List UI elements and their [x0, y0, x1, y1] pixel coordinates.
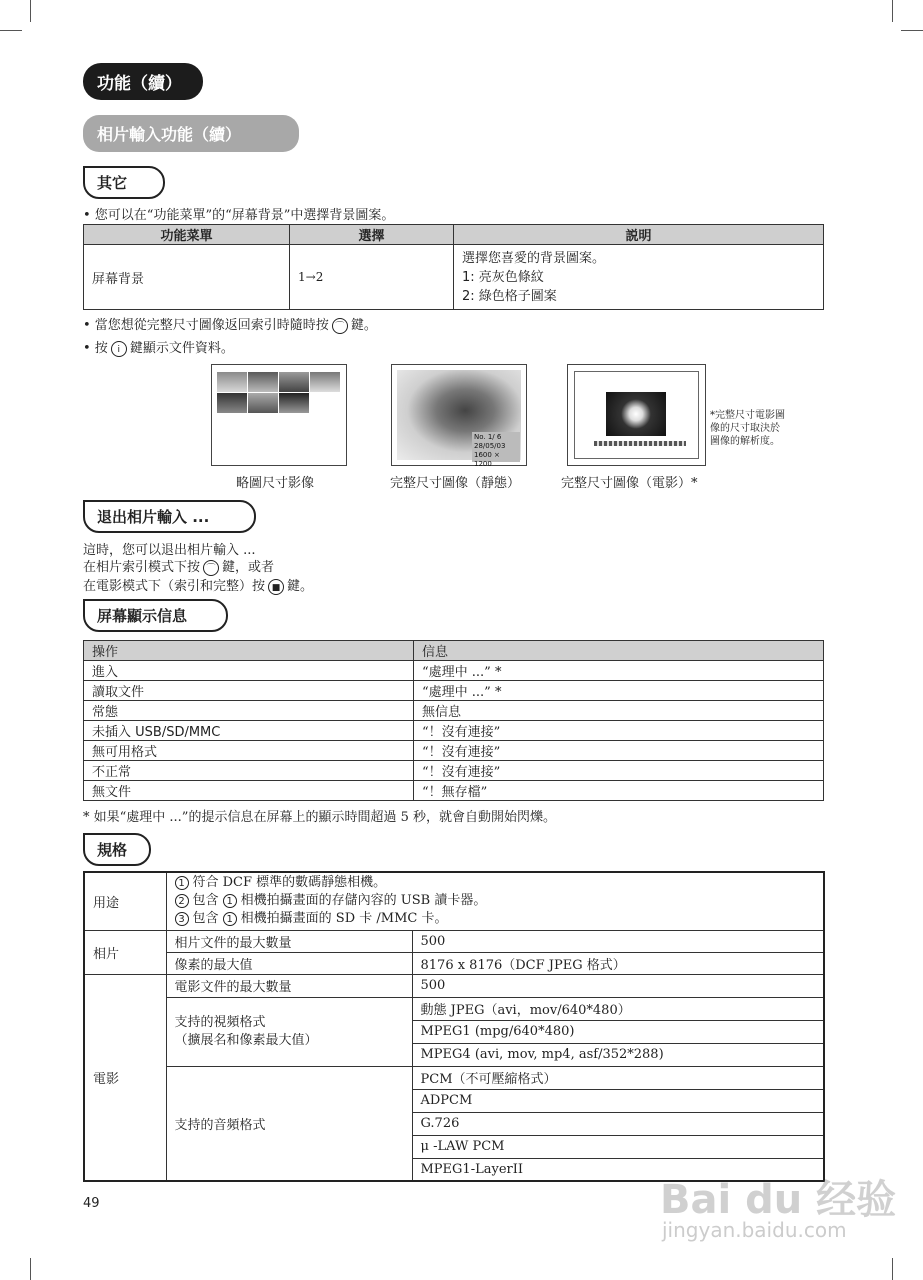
number-1-icon: 1 [223, 912, 237, 926]
table-cell: MPEG1 (mpg/640*480) [412, 1020, 824, 1043]
table-cell: 讀取文件 [84, 681, 414, 701]
table-cell: MPEG1-LayerII [412, 1158, 824, 1181]
number-2-icon: 2 [175, 894, 189, 908]
exit-line [83, 575, 313, 595]
table-cell: ADPCM [412, 1089, 824, 1112]
usage-line [175, 892, 816, 910]
thumbnail-image [279, 393, 309, 413]
usage-line [175, 910, 816, 928]
note-info [83, 337, 234, 357]
table-cell: MPEG4 (avi, mov, mp4, asf/352*288) [412, 1043, 824, 1066]
usage-text: 相機拍攝畫面的 SD 卡 /MMC 卡。 [240, 911, 448, 927]
note-line: *完整尺寸電影圖 [710, 410, 785, 421]
page-number: 49 [83, 1196, 100, 1211]
spec-heading: 規格 [83, 833, 151, 866]
note-line: 像的尺寸取決於 [710, 423, 780, 434]
movie-caption: 完整尺寸圖像（電影）* [561, 476, 698, 491]
crop-mark [30, 0, 31, 22]
thumbnail-image [310, 372, 340, 392]
note-text: • 當您想從完整尺寸圖像返回索引時隨時按 [83, 318, 329, 333]
table-cell: “處理中 ...” * [414, 681, 824, 701]
thumbnail-caption: 略圖尺寸影像 [236, 476, 315, 491]
note-text: • 按 [83, 341, 108, 356]
crop-mark [892, 0, 893, 22]
col-header: 説明 [454, 225, 824, 245]
still-caption: 完整尺寸圖像（靜態） [390, 476, 521, 491]
crop-mark [0, 30, 22, 31]
still-screen [391, 364, 527, 466]
note-line: 圖像的解析度。 [710, 436, 780, 447]
osd-heading: 屏幕顯示信息 [83, 599, 228, 632]
note-return [83, 314, 377, 334]
usage-text: 包含 [192, 893, 219, 909]
watermark-brand: Bai du 经验 [660, 1177, 897, 1223]
desc-line: 選擇您喜愛的背景圖案。 [462, 250, 606, 266]
thumbnail-screen [211, 364, 347, 466]
note-text: 鍵。 [350, 318, 377, 333]
number-3-icon: 3 [175, 912, 189, 926]
table-cell: 無信息 [414, 701, 824, 721]
table-cell: 無文件 [84, 781, 414, 801]
table-cell: 8176 x 8176（DCF JPEG 格式） [412, 952, 824, 974]
spec-label: 電影 [84, 974, 166, 1181]
table-cell: 500 [412, 930, 824, 952]
note-text: 鍵顯示文件資料。 [129, 341, 234, 356]
table-cell: 500 [412, 974, 824, 997]
movie-progress-bar [594, 441, 686, 446]
number-1-icon: 1 [223, 894, 237, 908]
still-info-box [472, 432, 520, 468]
exit-heading: 退出相片輸入 ... [83, 500, 256, 533]
table-cell [454, 245, 824, 310]
table-cell: 像素的最大值 [166, 952, 412, 974]
desc-line: 2: 綠色格子圖案 [462, 288, 557, 304]
exit-text: 鍵，或者 [222, 560, 275, 575]
table-cell: 支持的音頻格式 [166, 1066, 412, 1181]
video-label: （擴展名和像素最大值） [174, 1032, 318, 1048]
table-cell: 1→2 [290, 245, 454, 310]
section-title: 相片輸入功能（續） [83, 115, 299, 152]
movie-frame-image [606, 392, 666, 436]
exit-line: 這時，您可以退出相片輸入 ... [83, 543, 256, 558]
movie-screen [567, 364, 706, 466]
table-cell: PCM（不可壓縮格式） [412, 1066, 824, 1089]
table-cell: “！沒有連接” [414, 761, 824, 781]
video-label-cell [166, 997, 412, 1066]
watermark-url: jingyan.baidu.com [662, 1218, 847, 1242]
table-cell: G.726 [412, 1112, 824, 1135]
exit-text: 在電影模式下（索引和完整）按 [83, 579, 266, 594]
chapter-title: 功能（續） [83, 63, 203, 100]
thumbnail-image [279, 372, 309, 392]
info-line: No. 1/ 6 [474, 433, 502, 441]
thumbnail-image [217, 372, 247, 392]
table-cell: “！沒有連接” [414, 741, 824, 761]
spec-label: 用途 [84, 872, 166, 930]
table-cell: μ -LAW PCM [412, 1135, 824, 1158]
usage-text: 相機拍攝畫面的存儲內容的 USB 讀卡器。 [240, 893, 487, 909]
table-cell: 動態 JPEG（avi，mov/640*480） [412, 997, 824, 1020]
table-cell: 進入 [84, 661, 414, 681]
spec-label: 相片 [84, 930, 166, 974]
thumbnail-image [248, 393, 278, 413]
desc-line: 1: 亮灰色條紋 [462, 269, 544, 285]
video-label: 支持的視頻格式 [174, 1014, 266, 1030]
table-cell: “！無存檔” [414, 781, 824, 801]
return-button-icon: ⌒ [332, 318, 348, 334]
exit-text: 在相片索引模式下按 [83, 560, 201, 575]
osd-footnote: * 如果“處理中 ...”的提示信息在屏幕上的顯示時間超過 5 秒，就會自動開始閃爍。 [83, 810, 556, 825]
crop-mark [892, 1258, 893, 1280]
usage-text: 符合 DCF 標準的數碼靜態相機。 [192, 875, 387, 891]
thumbnail-image [217, 393, 247, 413]
usage-line [175, 874, 816, 892]
number-1-icon: 1 [175, 876, 189, 890]
crop-mark [30, 1258, 31, 1280]
table-cell: 未插入 USB/SD/MMC [84, 721, 414, 741]
osd-table [83, 640, 824, 801]
table-cell: “處理中 ...” * [414, 661, 824, 681]
table-cell: 常態 [84, 701, 414, 721]
table-cell: “！沒有連接” [414, 721, 824, 741]
col-header: 選擇 [290, 225, 454, 245]
crop-mark [901, 30, 923, 31]
table-cell: 無可用格式 [84, 741, 414, 761]
spec-table [83, 871, 825, 1182]
usage-cell [166, 872, 824, 930]
exit-text: 鍵。 [287, 579, 314, 594]
stop-button-icon: ■ [268, 579, 284, 595]
usage-text: 包含 [192, 911, 219, 927]
col-header: 信息 [414, 641, 824, 661]
other-heading: 其它 [83, 166, 165, 199]
table-cell: 不正常 [84, 761, 414, 781]
thumbnail-image [248, 372, 278, 392]
info-line: 28/05/03 [474, 442, 506, 450]
table-cell: 屏幕背景 [84, 245, 290, 310]
info-button-icon: i [111, 341, 127, 357]
other-intro: • 您可以在“功能菜單”的“屏幕背景”中選擇背景圖案。 [83, 208, 395, 223]
return-button-icon: ⌒ [203, 560, 219, 576]
movie-footnote [710, 409, 785, 448]
col-header: 操作 [84, 641, 414, 661]
table-cell: 電影文件的最大數量 [166, 974, 412, 997]
table-cell: 相片文件的最大數量 [166, 930, 412, 952]
background-table [83, 224, 824, 310]
exit-line [83, 556, 274, 576]
info-line: 1600 × 1200 [474, 451, 500, 468]
col-header: 功能菜單 [84, 225, 290, 245]
